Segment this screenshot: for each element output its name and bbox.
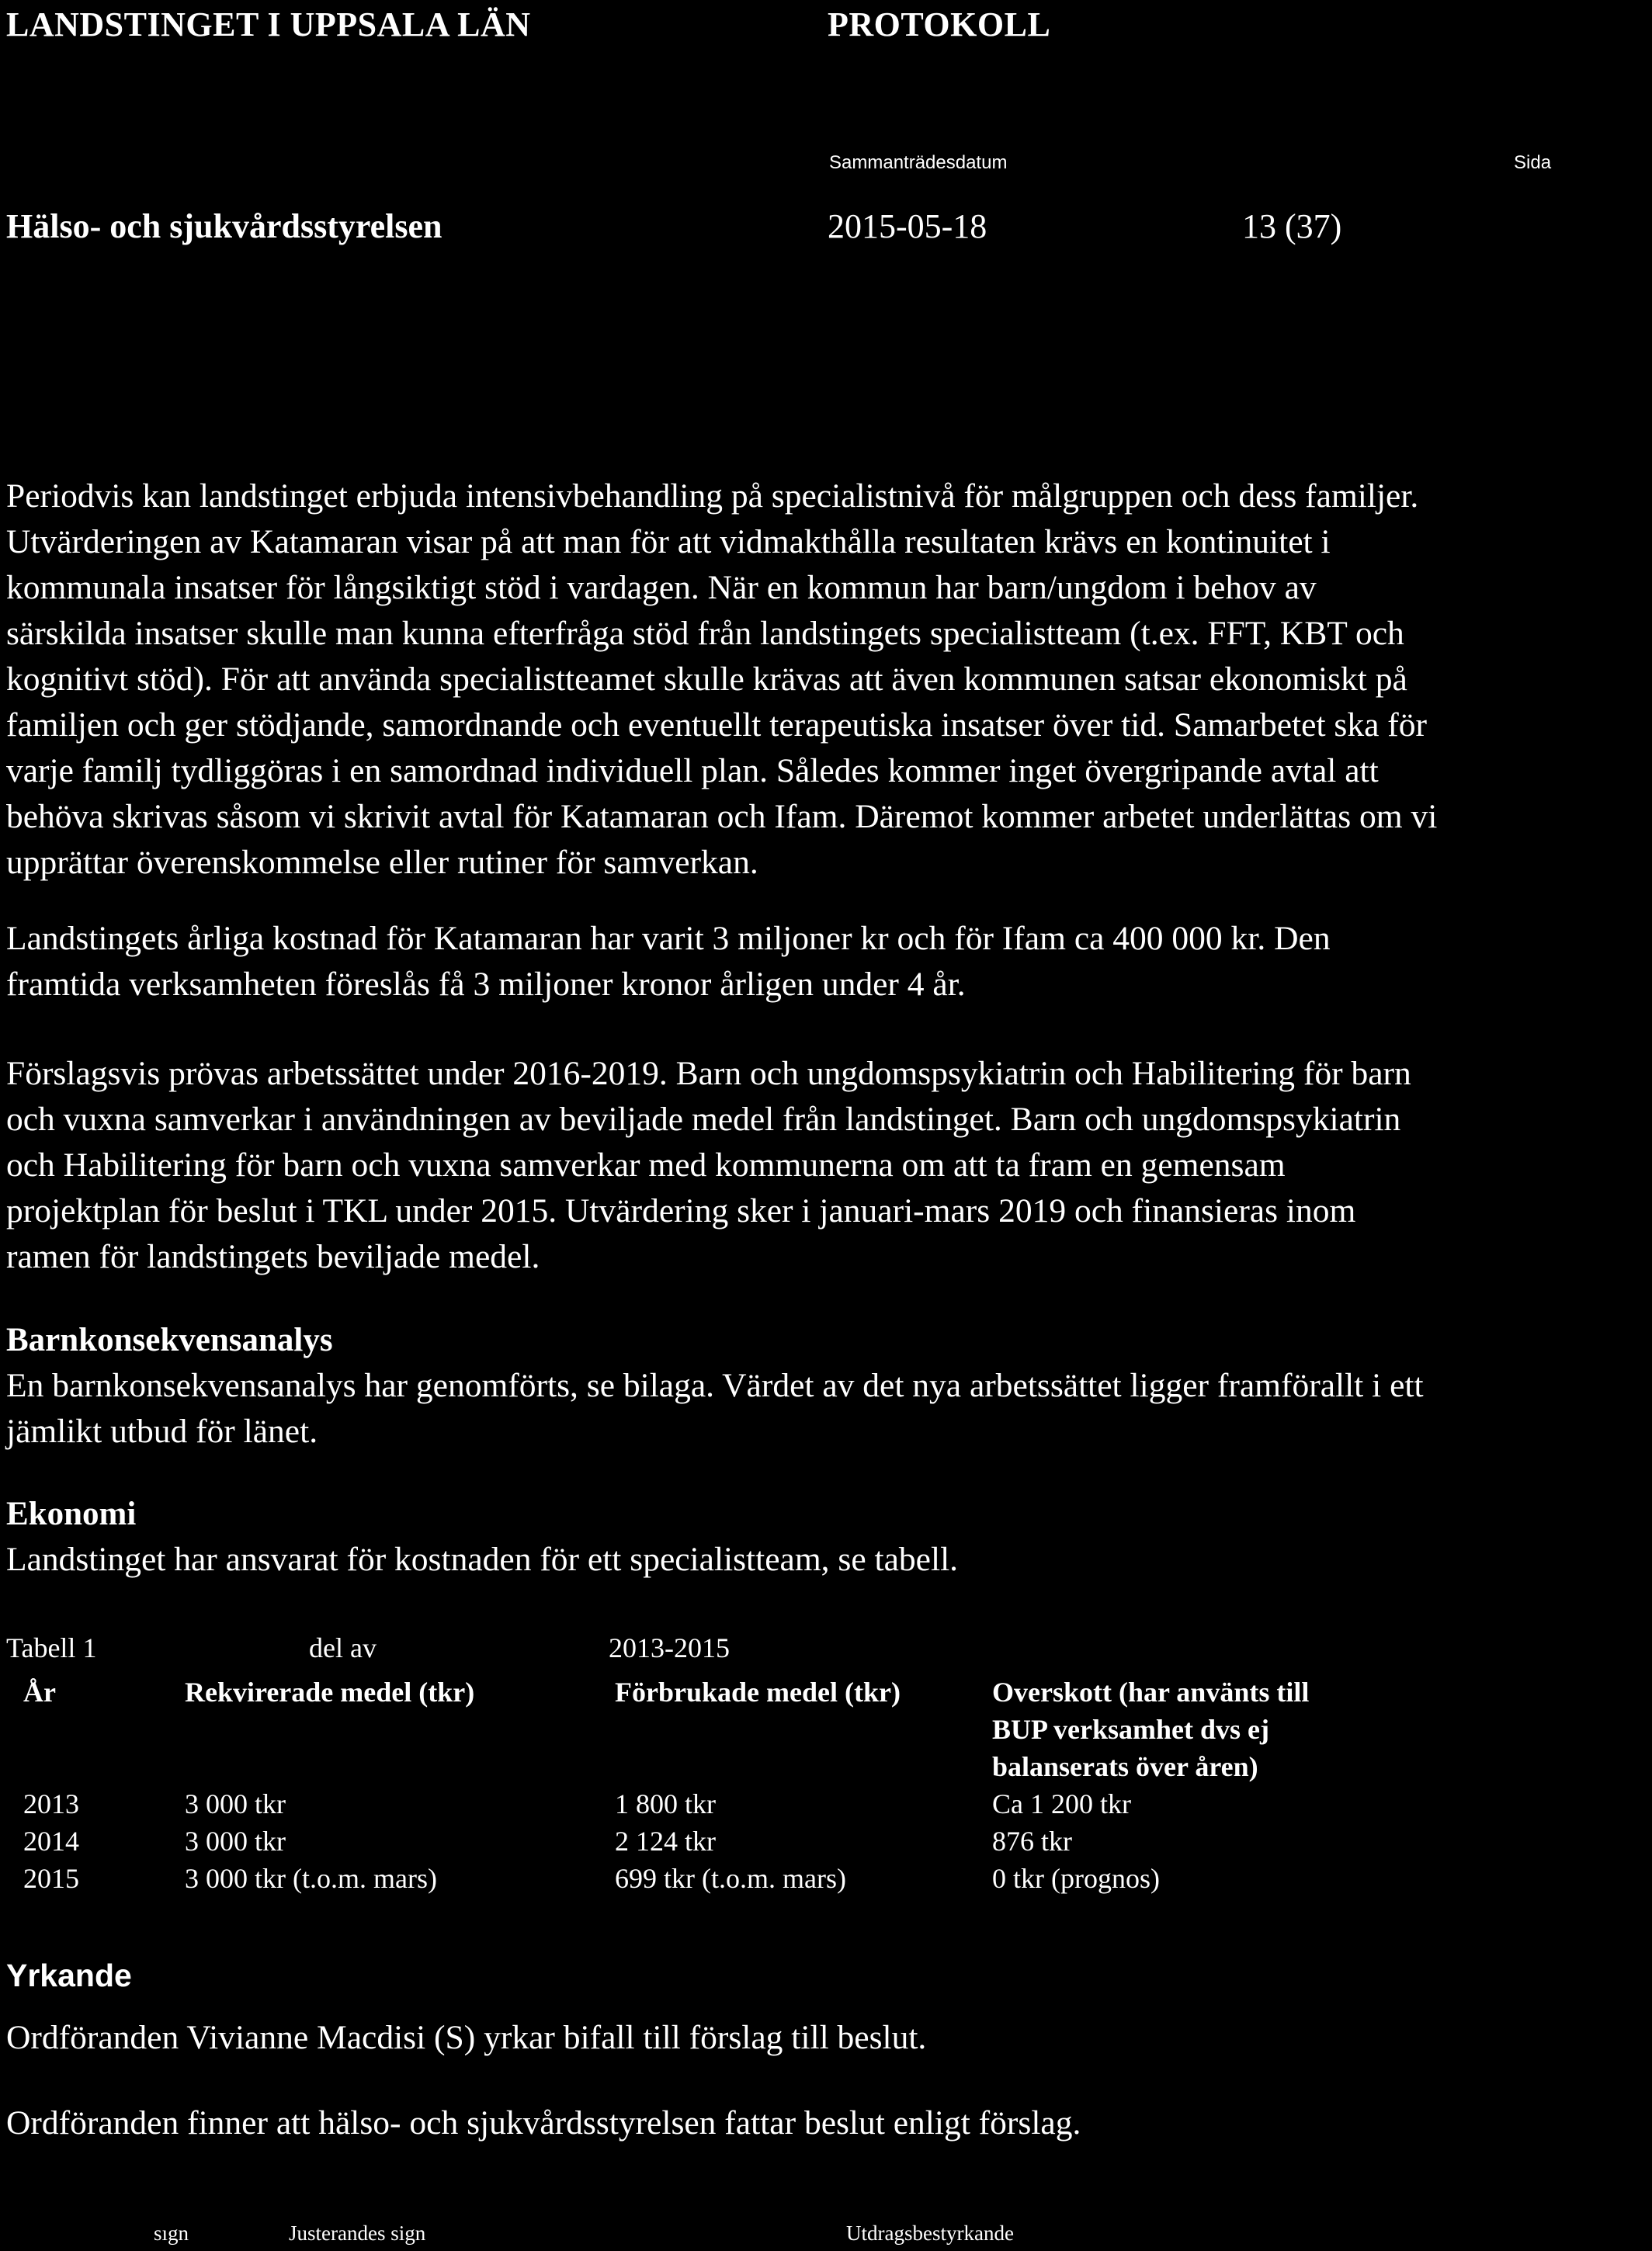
text-line: ramen för landstingets beviljade medel. bbox=[6, 1238, 540, 1275]
text-line: kommunala insatser för långsiktigt stöd i vardagen. När en kommun har barn/ungdom i behov av bbox=[6, 569, 1317, 606]
board-name: Hälso- och sjukvårdsstyrelsen bbox=[6, 207, 442, 245]
column-header-year: År bbox=[23, 1677, 56, 1708]
cell-requested: 3 000 tkr bbox=[185, 1788, 286, 1819]
text-line: Ordföranden Vivianne Macdisi (S) yrkar bifall till förslag till beslut. bbox=[6, 2019, 927, 2056]
cost-table bbox=[6, 1674, 1427, 1897]
paragraph-motion bbox=[6, 2015, 1649, 2061]
footer-sign-label: sıgn bbox=[154, 2222, 189, 2245]
paragraph-annual-cost bbox=[6, 916, 1649, 1008]
cell-requested: 3 000 tkr bbox=[185, 1826, 286, 1857]
text-line: projektplan för beslut i TKL under 2015. Utvärdering sker i januari-mars 2019 och finansieras inom bbox=[6, 1192, 1356, 1230]
meeting-date-label: Sammanträdesdatum bbox=[829, 152, 1008, 173]
meeting-date: 2015-05-18 bbox=[828, 207, 987, 245]
column-header-surplus bbox=[992, 1674, 1427, 1785]
text-line: familjen och ger stödjande, samordnande och eventuellt terapeutiska insatser över tid. Samarbetet ska för bbox=[6, 706, 1427, 744]
table-row bbox=[6, 1785, 1427, 1823]
text-line: varje familj tydliggöras i en samordnad individuell plan. Således kommer inget övergripande avtal att bbox=[6, 752, 1379, 789]
cell-surplus: 0 tkr (prognos) bbox=[992, 1863, 1160, 1894]
text-line: Ordföranden finner att hälso- och sjukvårdsstyrelsen fattar beslut enligt förslag. bbox=[6, 2104, 1081, 2142]
text-line: Landstinget har ansvarat för kostnaden för ett specialistteam, se tabell. bbox=[6, 1541, 959, 1578]
table-caption-label: Tabell 1 bbox=[6, 1632, 97, 1663]
paragraph-economy bbox=[6, 1537, 1649, 1583]
table-row bbox=[6, 1823, 1427, 1860]
footer-adjuster-sign-label: Justerandes sign bbox=[289, 2222, 426, 2245]
header-line: BUP verksamhet dvs ej bbox=[992, 1714, 1269, 1745]
heading-child-impact: Barnkonsekvensanalys bbox=[6, 1322, 333, 1358]
column-header-requested: Rekvirerade medel (tkr) bbox=[185, 1677, 475, 1708]
paragraph-child-impact bbox=[6, 1363, 1649, 1455]
page-label: Sida bbox=[1514, 152, 1552, 173]
cell-requested: 3 000 tkr (t.o.m. mars) bbox=[185, 1863, 437, 1894]
organization-name: LANDSTINGET I UPPSALA LÄN bbox=[6, 5, 531, 43]
cell-year: 2013 bbox=[23, 1788, 79, 1819]
text-line: Periodvis kan landstinget erbjuda intensivbehandling på specialistnivå för målgruppen och dess familjer. bbox=[6, 477, 1419, 515]
heading-economy: Ekonomi bbox=[6, 1496, 137, 1532]
heading-motion: Yrkande bbox=[6, 1958, 132, 1993]
text-line: Utvärderingen av Katamaran visar på att man för att vidmakthålla resultaten krävs en kontinuitet i bbox=[6, 523, 1331, 560]
column-header-used: Förbrukade medel (tkr) bbox=[615, 1677, 901, 1708]
text-line: framtida verksamheten föreslås få 3 miljoner kronor årligen under 4 år. bbox=[6, 966, 966, 1003]
paragraph-intensive-treatment bbox=[6, 473, 1649, 886]
cell-year: 2015 bbox=[23, 1863, 79, 1894]
cell-surplus: Ca 1 200 tkr bbox=[992, 1788, 1131, 1819]
table-header-row bbox=[6, 1674, 1427, 1785]
table-row bbox=[6, 1860, 1427, 1897]
text-line: och vuxna samverkar i användningen av beviljade medel från landstinget. Barn och ungdomspsykiatrin bbox=[6, 1101, 1401, 1138]
page-number: 13 (37) bbox=[1242, 207, 1342, 245]
cell-used: 699 tkr (t.o.m. mars) bbox=[615, 1863, 846, 1894]
header-line: balanserats över åren) bbox=[992, 1751, 1258, 1782]
document-type: PROTOKOLL bbox=[828, 5, 1051, 43]
table-caption-part: del av bbox=[309, 1632, 377, 1663]
text-line: Landstingets årliga kostnad för Katamaran har varit 3 miljoner kr och för Ifam ca 400 000 kr. Den bbox=[6, 920, 1331, 957]
text-line: behöva skrivas såsom vi skrivit avtal för Katamaran och Ifam. Däremot kommer arbetet underlättas om vi bbox=[6, 798, 1438, 835]
header-line: Overskott (har använts till bbox=[992, 1677, 1310, 1708]
text-line: jämlikt utbud för länet. bbox=[6, 1413, 318, 1450]
text-line: En barnkonsekvensanalys har genomförts, se bilaga. Värdet av det nya arbetssättet ligger framförallt i ett bbox=[6, 1367, 1424, 1404]
paragraph-decision bbox=[6, 2100, 1649, 2146]
cell-year: 2014 bbox=[23, 1826, 79, 1857]
table-caption-period: 2013-2015 bbox=[609, 1632, 730, 1663]
footer-extract-cert-label: Utdragsbestyrkande bbox=[846, 2222, 1014, 2245]
text-line: särskilda insatser skulle man kunna efterfråga stöd från landstingets specialistteam (t.ex. FFT, KBT och bbox=[6, 615, 1404, 652]
cell-used: 1 800 tkr bbox=[615, 1788, 716, 1819]
text-line: kognitivt stöd). För att använda specialistteamet skulle krävas att även kommunen satsar ekonomiskt på bbox=[6, 661, 1407, 698]
cell-used: 2 124 tkr bbox=[615, 1826, 716, 1857]
text-line: och Habilitering för barn och vuxna samverkar med kommunerna om att ta fram en gemensam bbox=[6, 1146, 1286, 1184]
text-line: upprättar överenskommelse eller rutiner för samverkan. bbox=[6, 844, 758, 881]
paragraph-trial-period bbox=[6, 1051, 1649, 1280]
text-line: Förslagsvis prövas arbetssättet under 2016-2019. Barn och ungdomspsykiatrin och Habilitering för barn bbox=[6, 1055, 1411, 1092]
cell-surplus: 876 tkr bbox=[992, 1826, 1072, 1857]
